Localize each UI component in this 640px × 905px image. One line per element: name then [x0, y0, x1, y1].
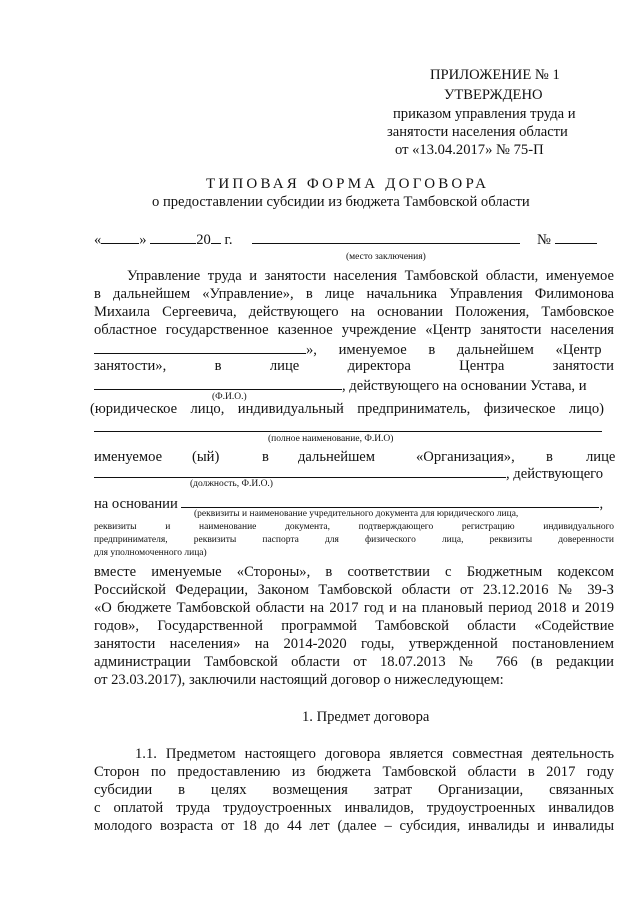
section-1-line-3: субсидии в целях возмещения затрат Организации, связанных	[94, 782, 614, 798]
l9-w3: в	[262, 449, 269, 465]
place-blank-wrap	[252, 229, 520, 250]
basis-label: на основании	[94, 496, 178, 512]
requisites-caption-2: реквизиты и наименование документа, подтверждающего регистрацию индивидуального	[94, 522, 614, 532]
center-name-blank	[94, 339, 306, 354]
document-title: ТИПОВАЯ ФОРМА ДОГОВОРА	[206, 176, 490, 192]
parties-line-7-text: , действующего на основании Устава, и	[342, 378, 587, 394]
section-1-line-4: с оплатой труда трудоустроенных инвалидов, трудоустроенных инвалидов	[94, 800, 614, 816]
body-line-1: вместе именуемые «Стороны», в соответствии с Бюджетным кодексом	[94, 564, 614, 580]
section-1-heading: 1. Предмет договора	[302, 709, 430, 725]
parties-line-2: в дальнейшем «Управление», в лице начальника Управления Филимонова	[94, 286, 614, 302]
month-blank	[150, 229, 196, 244]
l9-w2: (ый)	[192, 449, 220, 465]
parties-line-8: (юридическое лицо, индивидуальный предприниматель, физическое лицо)	[90, 401, 604, 417]
place-blank	[252, 229, 520, 244]
open-quote: «	[94, 232, 102, 248]
year-blank	[211, 229, 221, 244]
section-1-line-2: Сторон по предоставлению из бюджета Тамбовской области в 2017 году	[94, 764, 614, 780]
parties-line-4: областное государственное казенное учреждение «Центр занятости населения	[94, 322, 614, 338]
body-line-2: Российской Федерации, Законом Тамбовской области от 23.12.2016 № 39-З	[94, 582, 614, 598]
parties-line-1: Управление труда и занятости населения Тамбовской области, именуемое	[127, 268, 614, 284]
order-line-3: от «13.04.2017» № 75-П	[395, 142, 544, 158]
parties-line-10-text: , действующего	[506, 466, 604, 482]
body-line-5: занятости населения» на 2014-2020 годы, утвержденной постановлением	[94, 636, 614, 652]
year-suffix: г.	[224, 232, 233, 248]
organization-name-blank	[94, 417, 602, 432]
number-blank	[555, 229, 597, 244]
parties-line-5-text: », именуемое в дальнейшем «Центр	[306, 342, 602, 358]
approved-label: УТВЕРЖДЕНО	[444, 87, 543, 103]
basis-blank	[181, 493, 599, 508]
body-line-4: годов», Государственной программой Тамбовской области «Содействие	[94, 618, 614, 634]
position-fio-blank	[94, 463, 506, 478]
l9-w6: в	[546, 449, 553, 465]
place-caption: (место заключения)	[346, 252, 426, 262]
order-line-1: приказом управления труда и	[393, 106, 576, 122]
l9-w7: лице	[586, 449, 616, 465]
parties-line-7	[94, 375, 614, 396]
fio-caption: (Ф.И.О.)	[212, 392, 247, 402]
l9-w5: «Организация»,	[416, 449, 515, 465]
body-line-6: администрации Тамбовской области от 18.07.2013 № 766 (в редакции	[94, 654, 614, 670]
parties-line-10	[94, 463, 614, 484]
l9-w1: именуемое	[94, 449, 163, 465]
requisites-caption-4: для уполномоченного лица)	[94, 548, 207, 558]
position-caption: (должность, Ф.И.О.)	[190, 479, 273, 489]
number-wrap	[537, 229, 597, 250]
body-line-7: от 23.03.2017), заключили настоящий договор о нижеследующем:	[94, 672, 504, 688]
close-quote: »	[139, 232, 147, 248]
day-blank	[101, 229, 139, 244]
order-line-2: занятости населения области	[387, 124, 568, 140]
basis-comma: ,	[599, 496, 604, 512]
year-prefix: 20	[196, 232, 211, 248]
parties-line-6: занятости», в лице директора Центра занятости	[94, 358, 614, 374]
date-line	[94, 229, 233, 250]
section-1-line-5: молодого возраста от 18 до 44 лет (далее – субсидия, инвалиды и инвалиды	[94, 818, 614, 834]
requisites-caption-1: (реквизиты и наименование учредительного документа для юридического лица,	[194, 509, 519, 519]
body-line-3: «О бюджете Тамбовской области на 2017 год и на плановый период 2018 и 2019	[94, 600, 614, 616]
appendix-label: ПРИЛОЖЕНИЕ № 1	[430, 67, 560, 83]
requisites-caption-3: предпринимателя, реквизиты паспорта для физического лица, реквизиты доверенности	[94, 535, 614, 545]
section-1-line-1: 1.1. Предметом настоящего договора является совместная деятельность	[135, 746, 614, 762]
l9-w4: дальнейшем	[298, 449, 376, 465]
document-subtitle: о предоставлении субсидии из бюджета Тамбовской области	[152, 194, 530, 210]
parties-line-3: Михаила Сергеевича, действующего на основании Положения, Тамбовское	[94, 304, 614, 320]
fullname-caption: (полное наименование, Ф.И.О)	[268, 434, 394, 444]
director-fio-blank	[94, 375, 342, 390]
number-sign: №	[537, 232, 551, 248]
